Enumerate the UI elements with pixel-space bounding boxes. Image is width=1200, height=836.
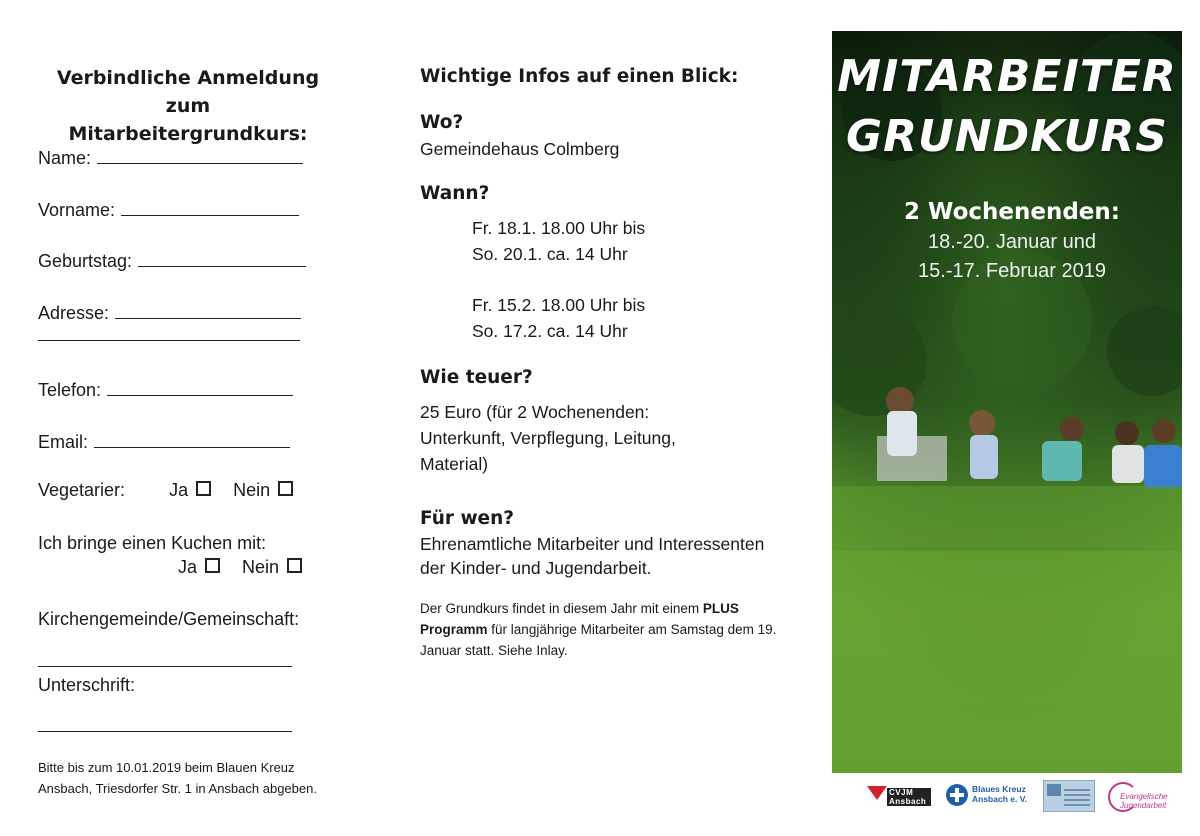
vorname-field: Vorname: <box>38 197 299 221</box>
telefon-field: Telefon: <box>38 377 293 401</box>
adresse-field: Adresse: <box>38 300 301 324</box>
wo-heading: Wo? <box>420 112 464 133</box>
unterschrift-label: Unterschrift: <box>38 675 136 695</box>
kuchen-ja-checkbox[interactable] <box>205 558 220 573</box>
cover-date-2: 15.-17. Februar 2019 <box>918 260 1106 282</box>
dekanat-logo <box>1043 780 1095 812</box>
kuchen-nein-checkbox[interactable] <box>287 558 302 573</box>
telefon-line[interactable] <box>107 377 293 396</box>
cover-title-line-1: MITARBEITER <box>837 51 1177 102</box>
kuchen-label: Ich bringe einen Kuchen mit: <box>38 533 267 553</box>
vegetarier-nein-checkbox[interactable] <box>278 481 293 496</box>
cover-subtitle: 2 Wochenenden: <box>904 199 1120 225</box>
wann-weekend-2-start: Fr. 15.2. 18.00 Uhr bis <box>472 295 646 315</box>
adresse-line[interactable] <box>115 300 301 319</box>
kirchengemeinde-label: Kirchengemeinde/Gemeinschaft: <box>38 609 300 629</box>
teuer-line-1: 25 Euro (für 2 Wochenenden: <box>420 402 650 422</box>
cover-title-line-2: GRUNDKURS <box>846 111 1168 162</box>
name-field: Name: <box>38 145 303 169</box>
wo-text: Gemeindehaus Colmberg <box>420 139 620 159</box>
adresse-line-2[interactable] <box>38 340 300 341</box>
wen-line-2: der Kinder- und Jugendarbeit. <box>420 558 652 578</box>
info-heading: Wichtige Infos auf einen Blick: <box>420 66 739 87</box>
wann-weekend-2-end: So. 17.2. ca. 14 Uhr <box>472 321 628 341</box>
teuer-line-3: Material) <box>420 454 489 474</box>
teuer-line-2: Unterkunft, Verpflegung, Leitung, <box>420 428 676 448</box>
dekanat-emblem-icon <box>1047 784 1061 796</box>
wen-line-1: Ehrenamtliche Mitarbeiter und Interessenten <box>420 534 765 554</box>
submission-note: Bitte bis zum 10.01.2019 beim Blauen Kreuz Ansbach, Triesdorfer Str. 1 in Ansbach abgeben. <box>38 760 317 796</box>
vegetarier-ja-checkbox[interactable] <box>196 481 211 496</box>
email-field: Email: <box>38 429 290 453</box>
wann-weekend-1-end: So. 20.1. ca. 14 Uhr <box>472 244 628 264</box>
cvjm-triangle-icon <box>867 786 887 800</box>
geburtstag-field: Geburtstag: <box>38 248 306 272</box>
wann-heading: Wann? <box>420 183 490 204</box>
cover-date-1: 18.-20. Januar und <box>928 231 1096 253</box>
cvjm-logo: CVJM Ansbach <box>867 786 931 804</box>
geburtstag-line[interactable] <box>138 248 306 267</box>
name-line[interactable] <box>97 145 303 164</box>
form-heading: Verbindliche Anmeldung zum Mitarbeitergrundkurs: <box>56 67 320 145</box>
teuer-heading: Wie teuer? <box>420 367 533 388</box>
vegetarier-field: Vegetarier: Ja Nein <box>38 480 293 501</box>
blaues-kreuz-logo: Blaues Kreuz Ansbach e. V. <box>946 780 1026 812</box>
plus-program-note: Der Grundkurs findet in diesem Jahr mit einem PLUS Programm für langjährige Mitarbeiter am Samstag dem 19. Januar statt. Siehe Inlay. <box>420 601 777 658</box>
wann-weekend-1-start: Fr. 18.1. 18.00 Uhr bis <box>472 218 646 238</box>
evangelische-jugendarbeit-logo: Evangelische Jugendarbeit <box>1106 780 1156 812</box>
vorname-line[interactable] <box>121 197 299 216</box>
cover-panel <box>832 31 1182 773</box>
email-line[interactable] <box>94 429 290 448</box>
wen-heading: Für wen? <box>420 508 514 529</box>
kuchen-options: Ja Nein <box>178 557 302 578</box>
kirchengemeinde-line[interactable] <box>38 666 292 667</box>
unterschrift-line[interactable] <box>38 731 292 732</box>
